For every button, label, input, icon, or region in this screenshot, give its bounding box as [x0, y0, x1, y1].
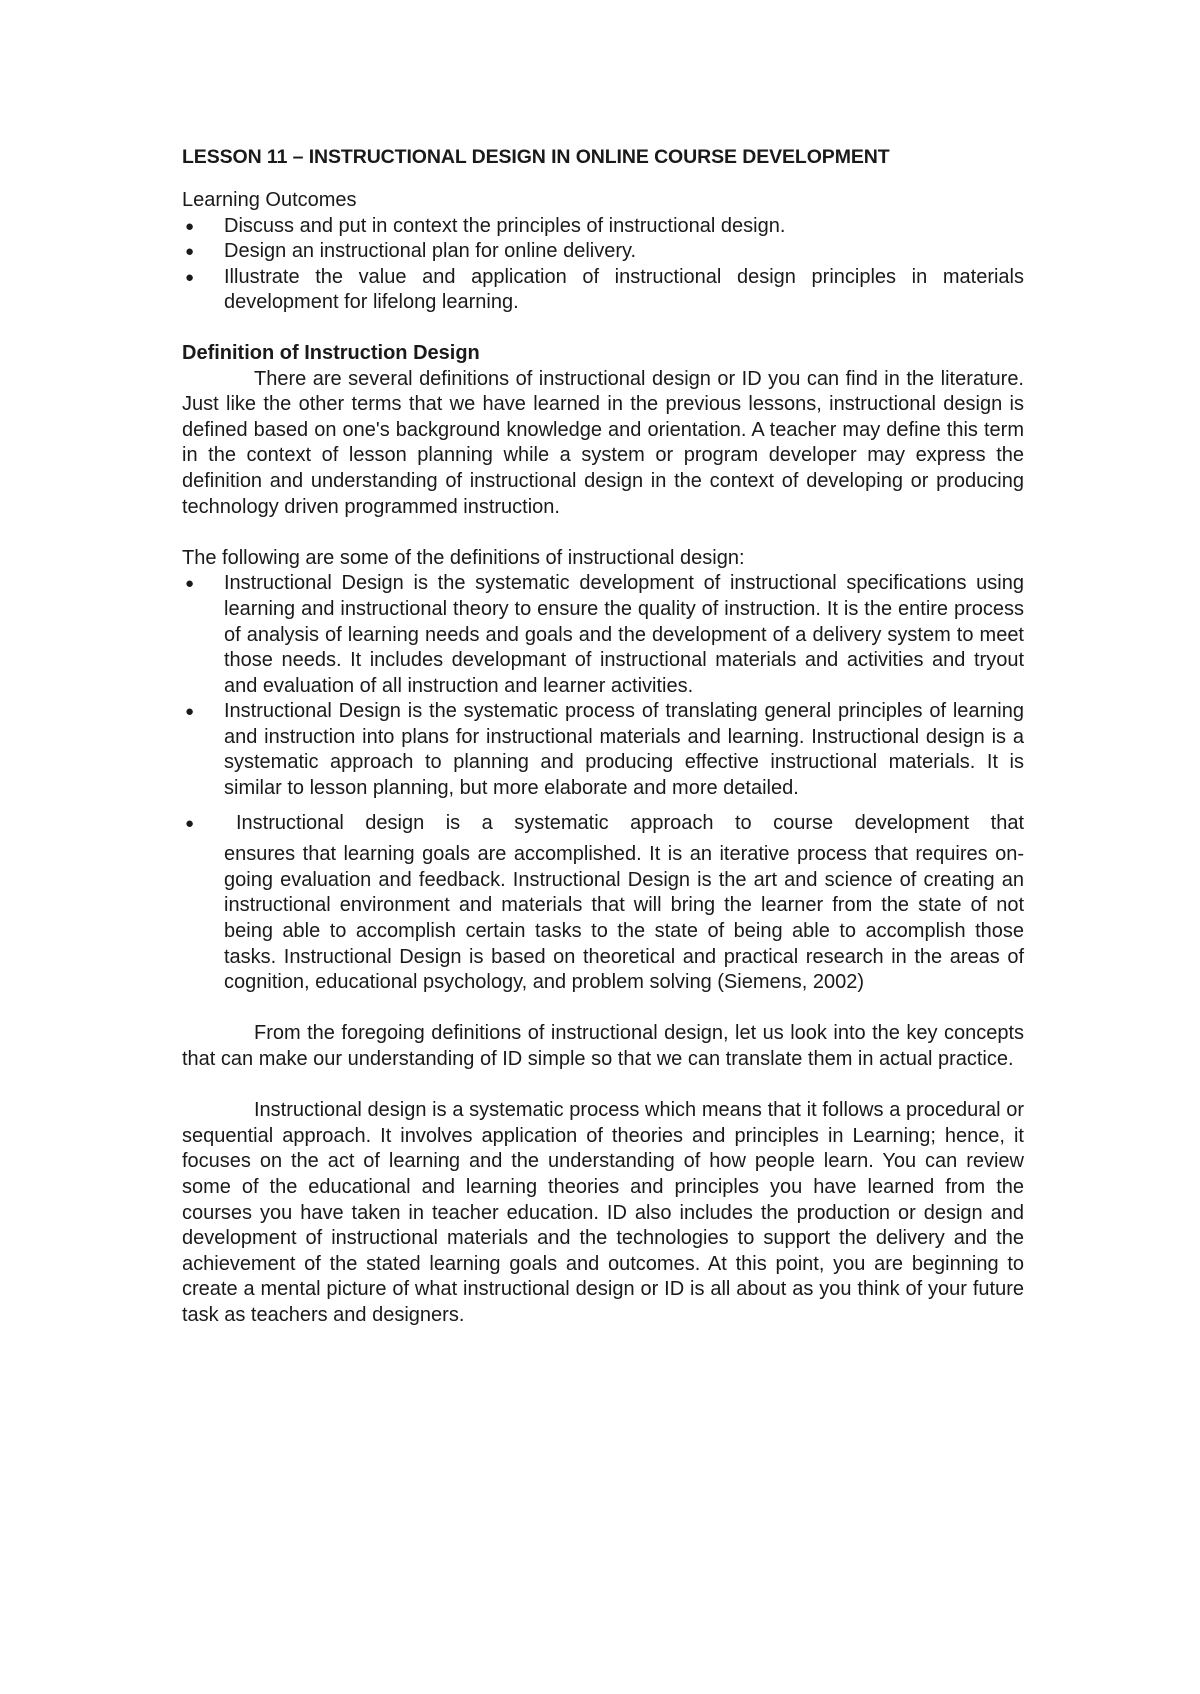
foregoing-paragraph: From the foregoing definitions of instructional design, let us look into the key concepts that can make our understanding of ID simple so that we can translate them in actual practice. — [182, 1022, 1024, 1070]
bullet-icon: ● — [185, 268, 195, 286]
definition-text: ensures that learning goals are accomplished. It is an iterative process that requires on-going evaluation and feedback. Instructional Design is the art and science of creating an instructional environment and materials that will bring the learner from the state of not being able to accomplish certain tasks to the state of being able to accomplish those tasks. Instructional Design is based on theoretical and practical research in the areas of cognition, educational psychology, and problem solving (Siemens, 2002) — [224, 843, 1024, 994]
systematic-paragraph: Instructional design is a systematic process which means that it follows a procedural or sequential approach. It involves application of theories and principles in Learning; hence, it focuses on the act of learning and the understanding of how people learn. You can review some of the educational and learning theories and principles you have learned from the courses you have taken in teacher education. ID also includes the production or design and development of instructional materials and the technologies to support the delivery and the achievement of the stated learning goals and outcomes. At this point, you are beginning to create a mental picture of what instructional design or ID is all about as you think of your future task as teachers and designers. — [182, 1099, 1024, 1326]
list-item — [182, 571, 1024, 699]
list-item — [182, 214, 1024, 240]
bullet-icon: ● — [185, 703, 195, 721]
outcome-text: Illustrate the value and application of instructional design principles in materials development for lifelong learning. — [224, 265, 1024, 314]
bullet-icon: ● — [185, 217, 195, 235]
list-item — [182, 811, 1024, 996]
definition-text: Instructional Design is the systematic development of instructional specifications using learning and instructional theory to ensure the quality of instruction. It is the entire process of analysis of learning needs and goals and the development of a delivery system to meet those needs. It includes developmant of instructional materials and activities and tryout and evaluation of all instruction and learner activities. — [224, 572, 1024, 697]
learning-outcomes-label: Learning Outcomes — [182, 189, 357, 211]
outcome-text: Design an instructional plan for online delivery. — [224, 240, 637, 263]
intro-paragraph: There are several definitions of instructional design or ID you can find in the literature. Just like the other terms that we have learned in the previous lessons, instructional design is defined based on one's background knowledge and orientation. A teacher may define this term in the context of lesson planning while a system or program developer may express the definition and understanding of instructional design in the context of developing or producing technology driven programmed instruction. — [182, 367, 1024, 518]
section-heading: Definition of Instruction Design — [182, 341, 480, 364]
list-item — [182, 265, 1024, 316]
bullet-icon: ● — [185, 243, 195, 261]
definitions-intro: The following are some of the definitions of instructional design: — [182, 546, 745, 569]
lesson-title: LESSON 11 – INSTRUCTIONAL DESIGN IN ONLINE COURSE DEVELOPMENT — [182, 146, 890, 168]
definition-first-line: Instructional design is a systematic approach to course development that — [236, 811, 1024, 834]
outcome-text: Discuss and put in context the principles of instructional design. — [224, 214, 786, 237]
learning-outcomes-list — [182, 214, 1024, 316]
definitions-list — [182, 571, 1024, 996]
bullet-icon: ● — [185, 575, 195, 593]
definition-text: Instructional Design is the systematic process of translating general principles of learning and instruction into plans for instructional materials and learning. Instructional design is a systematic approach to planning and producing effective instructional materials. It is similar to lesson planning, but more elaborate and more detailed. — [224, 700, 1024, 800]
list-item — [182, 239, 1024, 265]
document-page — [182, 143, 1024, 1329]
bullet-icon: ● — [185, 814, 195, 832]
list-item — [182, 699, 1024, 801]
